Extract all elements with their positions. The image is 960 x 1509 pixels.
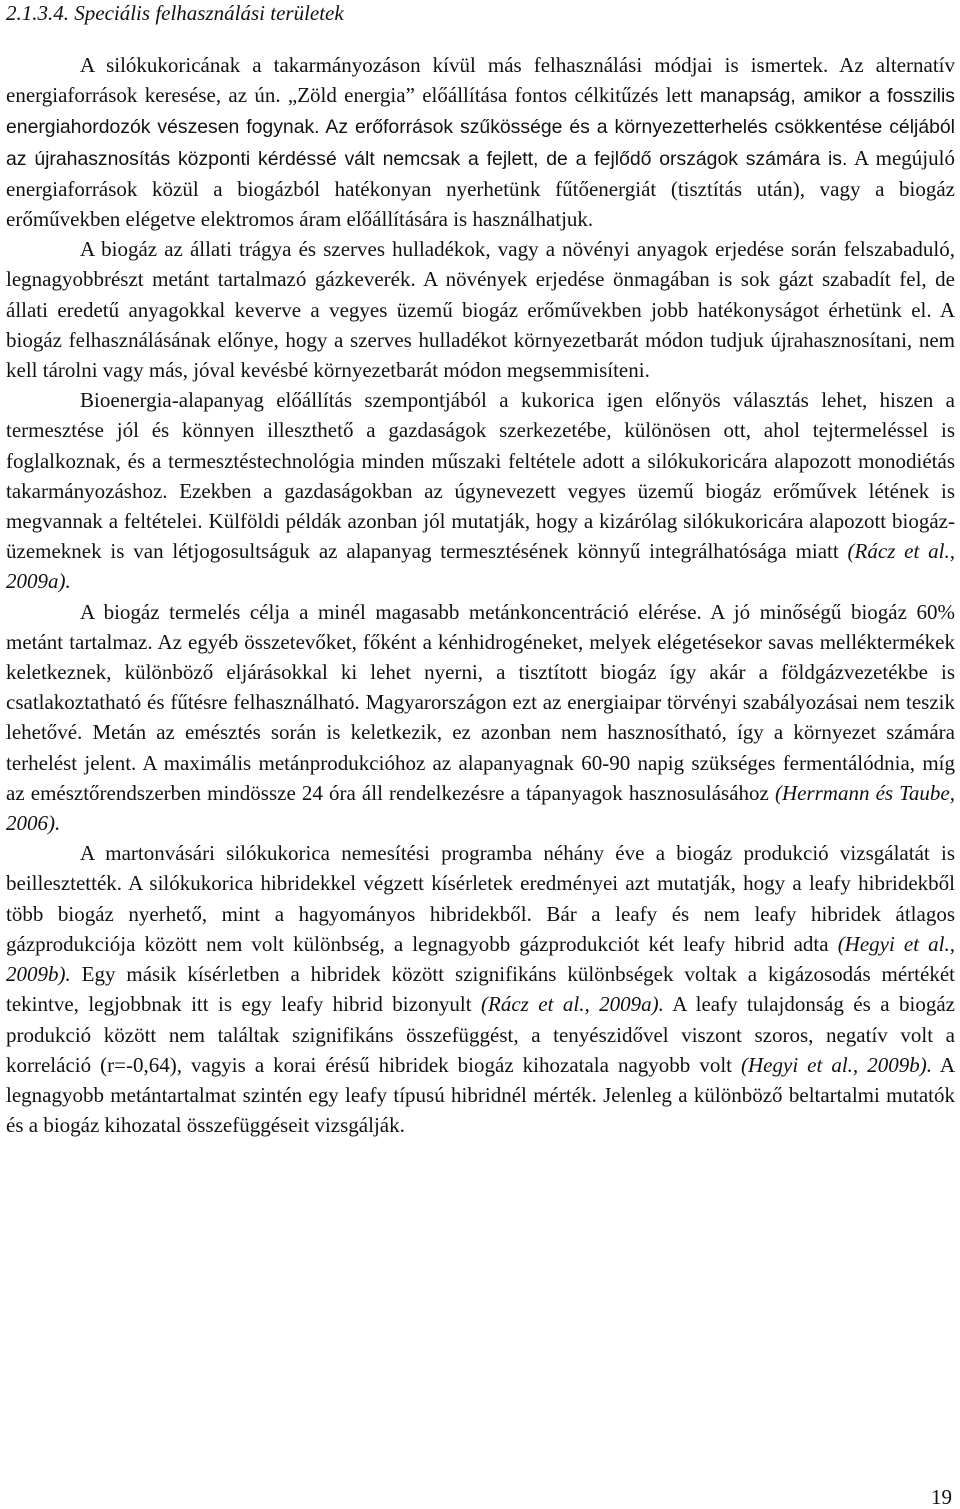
citation-herrmann-taube-2006: (Herrmann és Taube, 2006). bbox=[6, 780, 955, 836]
paragraph-5 bbox=[6, 838, 955, 1140]
paragraph-2 bbox=[6, 234, 955, 385]
paragraph-5-part-3: Egy másik kísérletben a hibridek között szignifikáns különbségek voltak a kigázosodás mértékét tekintve, legjobbnak itt is egy leafy hibrid bizonyult bbox=[6, 962, 955, 1017]
paragraph-1-part-1: A silókukoricának a takarmányozáson kívül más felhasználási módjai is ismertek. Az alternatív energiaforrások keresése, az ún. „Zöld energia” előállítása fontos célkitűzés lett bbox=[6, 53, 955, 108]
citation-hegyi-2009b: (Hegyi et al., 2009b). bbox=[741, 1052, 932, 1077]
paragraph-2-part-1: A biogáz az állati trágya és szerves hulladékok, vagy a növényi anyagok erjedése során felszabaduló, legnagyobbrészt metánt tartalmazó gázkeverék. A növények erjedése önmagában is sok gázt szabadít fel, de állati eredetű anyagokkal keverve a vegyes üzemű biogáz erőművekben jobb hatékonyságot érhetünk el. A biogáz felhasználásának előnye, hogy a szerves hulladékot környezetbarát módon tudjuk újrahasznosítani, nem kell tárolni vagy más, jóval kevésbé környezetbarát módon megsemmisíteni. bbox=[6, 237, 955, 383]
paragraph-1-part-2: manapság, amikor a fosszilis energiahordozók vészesen fogynak. Az erőforrások szűkössége és a környezetterhelés csökkentése céljából az újrahasznosítás központi kérdéssé vált nemcsak a fejlett, de a fejlődő országok számára is. bbox=[6, 85, 955, 170]
section-heading bbox=[6, 0, 906, 26]
paragraph-1 bbox=[6, 50, 955, 234]
paragraph-1-part-3: A megújuló energiaforrások közül a biogázból hatékonyan nyerhetünk fűtőenergiát (tisztítás után), vagy a biogáz erőművekben elégetve elektromos áram előállítására is használhatjuk. bbox=[6, 145, 955, 232]
paragraph-5-part-1: A martonvásári silókukorica nemesítési programba néhány éve a biogáz produkció vizsgálatát is beillesztették. A silókukorica hibridekkel végzett kísérletek eredményei azt mutatják, hogy a leafy hibridekből több biogáz nyerhető, mint a hagyományos hibridekből. Bár a leafy és nem leafy hibridek átlagos gázprodukciója között nem volt különbség, a legnagyobb gázprodukciót két leafy hibrid adta bbox=[6, 841, 955, 956]
paragraph-4 bbox=[6, 597, 955, 839]
paragraph-5-part-7: A legnagyobb metántartalmat szintén egy leafy típusú hibridnél mérték. Jelenleg a különböző beltartalmi mutatók és a biogáz kihozatal összefüggéseit vizsgálják. bbox=[6, 1052, 955, 1138]
paragraph-4-part-1: A biogáz termelés célja a minél magasabb metánkoncentráció elérése. A jó minőségű biogáz 60% metánt tartalmaz. Az egyéb összetevőket, főként a kénhidrogéneket, melyek elégetésekor savas melléktermékek keletkeznek, különböző eljárásokkal ki lehet nyerni, a tisztított biogáz így akár a földgázvezetékbe is csatlakoztatható és fűtésre felhasználható. Magyarországon ezt az energiaipar törvényi szabályozásai nem teszik lehetővé. Metán az emésztés során is keletkezik, ez azonban nem hasznosítható, így a környezet számára terhelést jelent. A maximális metánprodukcióhoz az alapanyagnak 60-90 napig szükséges fermentálódnia, míg az emésztőrendszerben mindössze 24 óra áll rendelkezésre a tápanyagok hasznosulásához bbox=[6, 599, 955, 805]
section-title: Speciális felhasználási területek bbox=[74, 1, 344, 25]
section-number: 2.1.3.4. bbox=[6, 1, 69, 25]
paragraph-3 bbox=[6, 385, 955, 596]
citation-racz-2009a: (Rácz et al., 2009a). bbox=[481, 992, 664, 1017]
body-text bbox=[6, 50, 955, 1140]
paragraph-5-part-5: A leafy tulajdonság és a biogáz produkció között nem találtak szignifikáns összefüggést, a tenyészidővel viszont szoros, negatív volt a korreláció (r=-0,64), vagyis a korai érésű hibridek biogáz kihozatala nagyobb volt bbox=[6, 992, 955, 1077]
citation-hegyi-2009b: (Hegyi et al., 2009b). bbox=[6, 931, 956, 987]
paragraph-3-part-1: Bioenergia-alapanyag előállítás szempontjából a kukorica igen előnyös választás lehet, hiszen a termesztése jól és könnyen illeszthető a gazdaságok szerkezetébe, különösen ott, ahol tejtermeléssel is foglalkoznak, és a termesztéstechnológia minden műszaki feltétele adott a silókukoricára alapozott monodiétás takarmányozáshoz. Ezekben a gazdaságokban az úgynevezett vegyes üzemű biogáz erőművek létének is megvannak a feltételei. Külföldi példák azonban jól mutatják, hogy a kizárólag silókukoricára alapozott biogáz-üzemeknek is van létjogosultságuk az alapanyag termesztésének könnyű integrálhatósága miatt bbox=[6, 388, 955, 564]
citation-racz-2009a: (Rácz et al., 2009a). bbox=[6, 539, 955, 594]
page-number: 19 bbox=[931, 1485, 952, 1509]
